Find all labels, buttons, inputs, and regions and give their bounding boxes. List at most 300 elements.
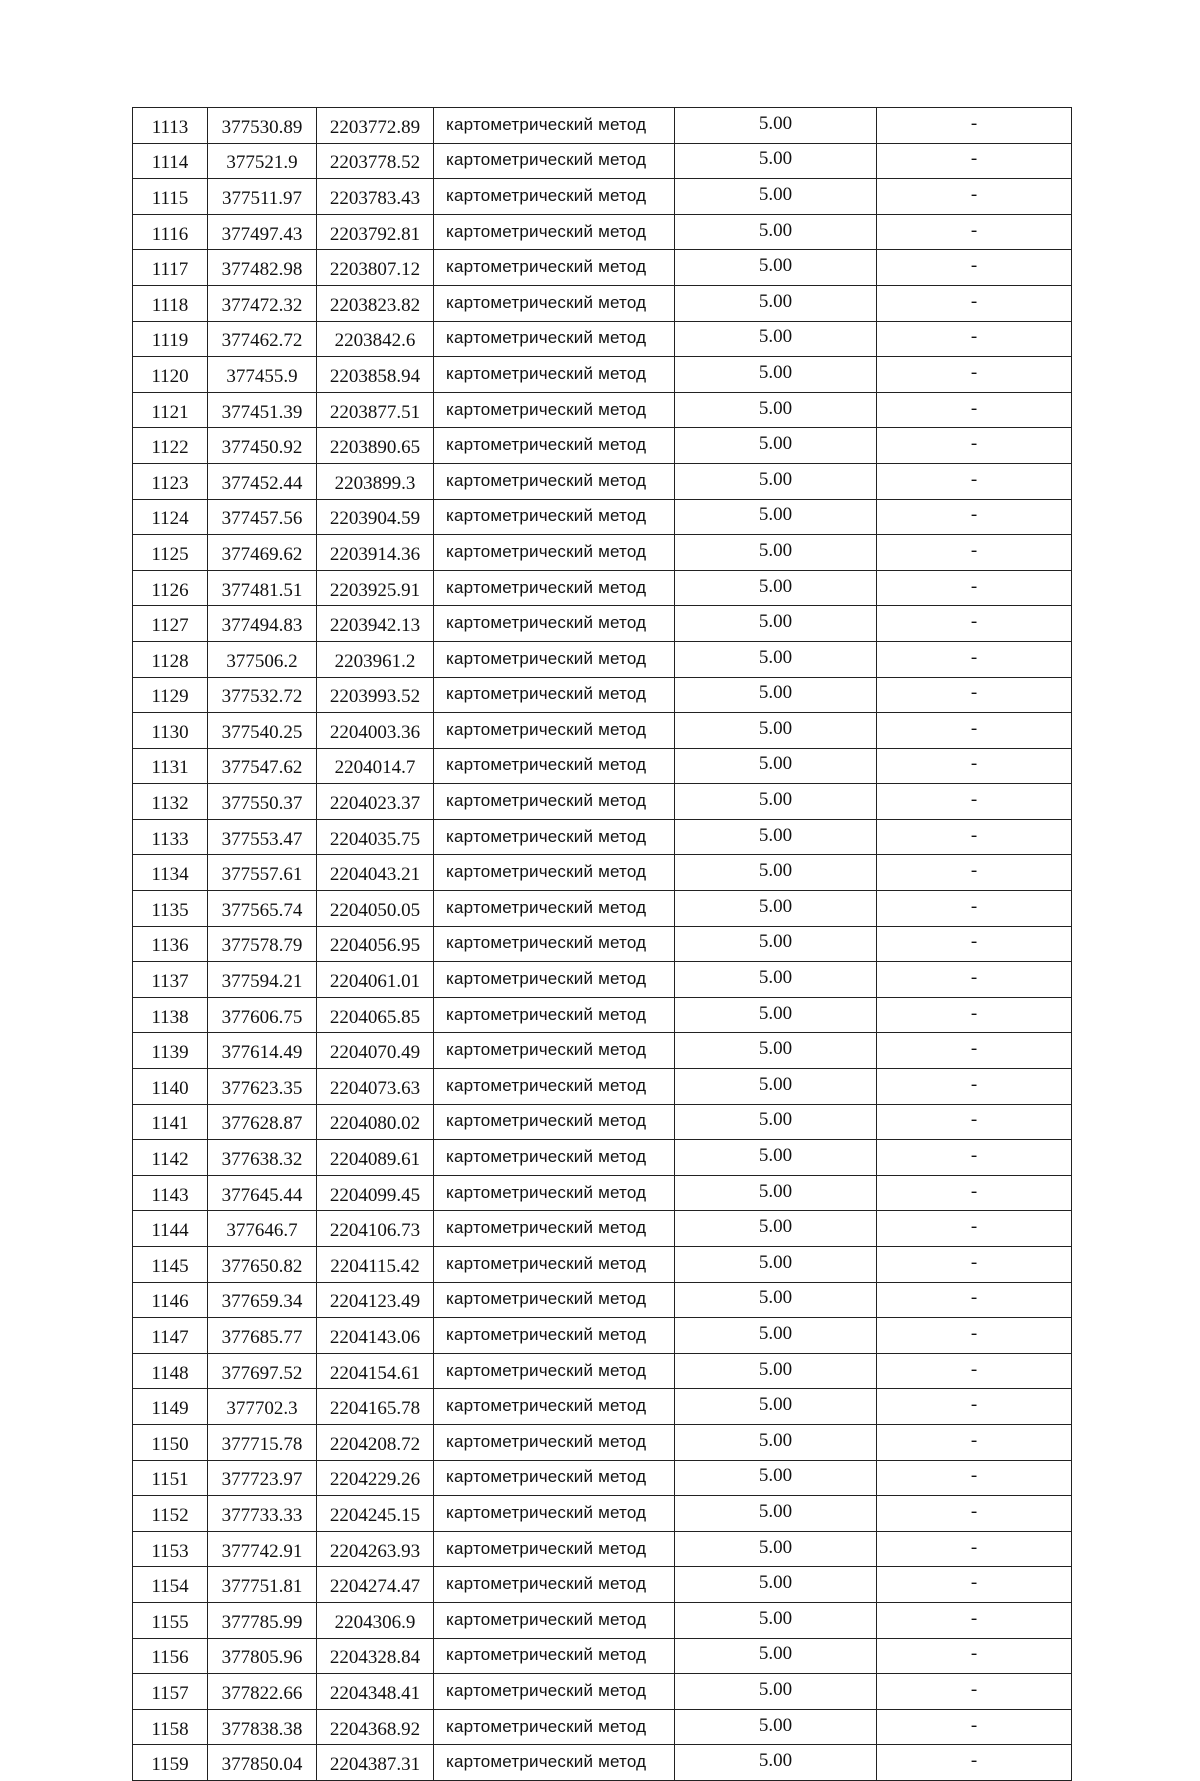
method-cell: картометрический метод	[434, 748, 675, 784]
point-number-cell: 1121	[133, 392, 208, 428]
note-cell: -	[877, 1745, 1072, 1781]
y-coordinate-cell: 2203778.52	[317, 143, 434, 179]
x-coordinate-cell: 377469.62	[208, 535, 317, 571]
table-row	[133, 926, 1072, 962]
method-cell: картометрический метод	[434, 250, 675, 286]
x-coordinate-cell: 377805.96	[208, 1638, 317, 1674]
x-coordinate-cell: 377481.51	[208, 570, 317, 606]
accuracy-cell: 5.00	[675, 357, 877, 393]
method-cell: картометрический метод	[434, 1175, 675, 1211]
point-number-cell: 1129	[133, 677, 208, 713]
method-cell: картометрический метод	[434, 784, 675, 820]
table-row	[133, 1318, 1072, 1354]
y-coordinate-cell: 2204056.95	[317, 926, 434, 962]
y-coordinate-cell: 2203890.65	[317, 428, 434, 464]
table-row	[133, 179, 1072, 215]
point-number-cell: 1144	[133, 1211, 208, 1247]
y-coordinate-cell: 2204123.49	[317, 1282, 434, 1318]
y-coordinate-cell: 2204061.01	[317, 962, 434, 998]
method-cell: картометрический метод	[434, 357, 675, 393]
note-cell: -	[877, 819, 1072, 855]
note-cell: -	[877, 1709, 1072, 1745]
note-cell: -	[877, 1033, 1072, 1069]
x-coordinate-cell: 377785.99	[208, 1602, 317, 1638]
point-number-cell: 1123	[133, 463, 208, 499]
accuracy-cell: 5.00	[675, 1282, 877, 1318]
x-coordinate-cell: 377614.49	[208, 1033, 317, 1069]
table-row	[133, 1104, 1072, 1140]
y-coordinate-cell: 2204368.92	[317, 1709, 434, 1745]
x-coordinate-cell: 377550.37	[208, 784, 317, 820]
point-number-cell: 1116	[133, 214, 208, 250]
note-cell: -	[877, 250, 1072, 286]
note-cell: -	[877, 784, 1072, 820]
accuracy-cell: 5.00	[675, 499, 877, 535]
method-cell: картометрический метод	[434, 891, 675, 927]
x-coordinate-cell: 377606.75	[208, 997, 317, 1033]
table-row	[133, 891, 1072, 927]
x-coordinate-cell: 377733.33	[208, 1496, 317, 1532]
y-coordinate-cell: 2203961.2	[317, 641, 434, 677]
note-cell: -	[877, 1602, 1072, 1638]
x-coordinate-cell: 377646.7	[208, 1211, 317, 1247]
y-coordinate-cell: 2204089.61	[317, 1140, 434, 1176]
y-coordinate-cell: 2203858.94	[317, 357, 434, 393]
y-coordinate-cell: 2204070.49	[317, 1033, 434, 1069]
table-row	[133, 1247, 1072, 1283]
y-coordinate-cell: 2204348.41	[317, 1674, 434, 1710]
y-coordinate-cell: 2204003.36	[317, 713, 434, 749]
accuracy-cell: 5.00	[675, 179, 877, 215]
point-number-cell: 1131	[133, 748, 208, 784]
accuracy-cell: 5.00	[675, 285, 877, 321]
method-cell: картометрический метод	[434, 321, 675, 357]
table-row	[133, 108, 1072, 144]
accuracy-cell: 5.00	[675, 1496, 877, 1532]
method-cell: картометрический метод	[434, 1211, 675, 1247]
y-coordinate-cell: 2203842.6	[317, 321, 434, 357]
note-cell: -	[877, 321, 1072, 357]
y-coordinate-cell: 2204208.72	[317, 1424, 434, 1460]
method-cell: картометрический метод	[434, 1389, 675, 1425]
y-coordinate-cell: 2204165.78	[317, 1389, 434, 1425]
table-row	[133, 677, 1072, 713]
table-row	[133, 997, 1072, 1033]
point-number-cell: 1126	[133, 570, 208, 606]
note-cell: -	[877, 1638, 1072, 1674]
table-row	[133, 819, 1072, 855]
accuracy-cell: 5.00	[675, 1709, 877, 1745]
accuracy-cell: 5.00	[675, 1033, 877, 1069]
point-number-cell: 1117	[133, 250, 208, 286]
table-row	[133, 1140, 1072, 1176]
x-coordinate-cell: 377723.97	[208, 1460, 317, 1496]
method-cell: картометрический метод	[434, 1638, 675, 1674]
accuracy-cell: 5.00	[675, 1140, 877, 1176]
x-coordinate-cell: 377702.3	[208, 1389, 317, 1425]
point-number-cell: 1145	[133, 1247, 208, 1283]
accuracy-cell: 5.00	[675, 819, 877, 855]
method-cell: картометрический метод	[434, 535, 675, 571]
point-number-cell: 1139	[133, 1033, 208, 1069]
accuracy-cell: 5.00	[675, 570, 877, 606]
point-number-cell: 1135	[133, 891, 208, 927]
note-cell: -	[877, 1567, 1072, 1603]
accuracy-cell: 5.00	[675, 1069, 877, 1105]
accuracy-cell: 5.00	[675, 1211, 877, 1247]
y-coordinate-cell: 2204115.42	[317, 1247, 434, 1283]
note-cell: -	[877, 108, 1072, 144]
method-cell: картометрический метод	[434, 1709, 675, 1745]
accuracy-cell: 5.00	[675, 1247, 877, 1283]
y-coordinate-cell: 2204106.73	[317, 1211, 434, 1247]
table-row	[133, 1674, 1072, 1710]
y-coordinate-cell: 2204154.61	[317, 1353, 434, 1389]
method-cell: картометрический метод	[434, 463, 675, 499]
method-cell: картометрический метод	[434, 1282, 675, 1318]
method-cell: картометрический метод	[434, 108, 675, 144]
y-coordinate-cell: 2203899.3	[317, 463, 434, 499]
y-coordinate-cell: 2203914.36	[317, 535, 434, 571]
note-cell: -	[877, 1282, 1072, 1318]
note-cell: -	[877, 713, 1072, 749]
point-number-cell: 1120	[133, 357, 208, 393]
y-coordinate-cell: 2203925.91	[317, 570, 434, 606]
accuracy-cell: 5.00	[675, 428, 877, 464]
y-coordinate-cell: 2204229.26	[317, 1460, 434, 1496]
accuracy-cell: 5.00	[675, 321, 877, 357]
note-cell: -	[877, 143, 1072, 179]
point-number-cell: 1124	[133, 499, 208, 535]
table-row	[133, 1033, 1072, 1069]
note-cell: -	[877, 1353, 1072, 1389]
point-number-cell: 1133	[133, 819, 208, 855]
point-number-cell: 1149	[133, 1389, 208, 1425]
point-number-cell: 1152	[133, 1496, 208, 1532]
point-number-cell: 1143	[133, 1175, 208, 1211]
table-row	[133, 1069, 1072, 1105]
point-number-cell: 1156	[133, 1638, 208, 1674]
table-row	[133, 1602, 1072, 1638]
method-cell: картометрический метод	[434, 1069, 675, 1105]
note-cell: -	[877, 428, 1072, 464]
note-cell: -	[877, 1389, 1072, 1425]
point-number-cell: 1151	[133, 1460, 208, 1496]
point-number-cell: 1125	[133, 535, 208, 571]
note-cell: -	[877, 855, 1072, 891]
point-number-cell: 1141	[133, 1104, 208, 1140]
y-coordinate-cell: 2204274.47	[317, 1567, 434, 1603]
table-row	[133, 357, 1072, 393]
x-coordinate-cell: 377462.72	[208, 321, 317, 357]
table-row	[133, 784, 1072, 820]
point-number-cell: 1136	[133, 926, 208, 962]
method-cell: картометрический метод	[434, 1247, 675, 1283]
x-coordinate-cell: 377645.44	[208, 1175, 317, 1211]
table-row	[133, 250, 1072, 286]
accuracy-cell: 5.00	[675, 784, 877, 820]
x-coordinate-cell: 377540.25	[208, 713, 317, 749]
note-cell: -	[877, 1104, 1072, 1140]
y-coordinate-cell: 2203772.89	[317, 108, 434, 144]
method-cell: картометрический метод	[434, 926, 675, 962]
method-cell: картометрический метод	[434, 855, 675, 891]
method-cell: картометрический метод	[434, 713, 675, 749]
x-coordinate-cell: 377659.34	[208, 1282, 317, 1318]
point-number-cell: 1119	[133, 321, 208, 357]
x-coordinate-cell: 377715.78	[208, 1424, 317, 1460]
accuracy-cell: 5.00	[675, 1460, 877, 1496]
method-cell: картометрический метод	[434, 1567, 675, 1603]
table-row	[133, 606, 1072, 642]
point-number-cell: 1148	[133, 1353, 208, 1389]
table-row	[133, 499, 1072, 535]
x-coordinate-cell: 377697.52	[208, 1353, 317, 1389]
y-coordinate-cell: 2204263.93	[317, 1531, 434, 1567]
method-cell: картометрический метод	[434, 1531, 675, 1567]
note-cell: -	[877, 214, 1072, 250]
point-number-cell: 1127	[133, 606, 208, 642]
x-coordinate-cell: 377497.43	[208, 214, 317, 250]
x-coordinate-cell: 377450.92	[208, 428, 317, 464]
note-cell: -	[877, 1247, 1072, 1283]
note-cell: -	[877, 926, 1072, 962]
y-coordinate-cell: 2204080.02	[317, 1104, 434, 1140]
x-coordinate-cell: 377850.04	[208, 1745, 317, 1781]
x-coordinate-cell: 377482.98	[208, 250, 317, 286]
x-coordinate-cell: 377472.32	[208, 285, 317, 321]
y-coordinate-cell: 2203904.59	[317, 499, 434, 535]
accuracy-cell: 5.00	[675, 1353, 877, 1389]
method-cell: картометрический метод	[434, 819, 675, 855]
point-number-cell: 1142	[133, 1140, 208, 1176]
method-cell: картометрический метод	[434, 641, 675, 677]
table-row	[133, 1638, 1072, 1674]
table-row	[133, 1389, 1072, 1425]
table-row	[133, 748, 1072, 784]
note-cell: -	[877, 499, 1072, 535]
table-row	[133, 392, 1072, 428]
table-row	[133, 855, 1072, 891]
accuracy-cell: 5.00	[675, 1424, 877, 1460]
x-coordinate-cell: 377553.47	[208, 819, 317, 855]
note-cell: -	[877, 891, 1072, 927]
y-coordinate-cell: 2204073.63	[317, 1069, 434, 1105]
x-coordinate-cell: 377521.9	[208, 143, 317, 179]
y-coordinate-cell: 2204043.21	[317, 855, 434, 891]
y-coordinate-cell: 2204099.45	[317, 1175, 434, 1211]
method-cell: картометрический метод	[434, 1602, 675, 1638]
table-row	[133, 428, 1072, 464]
point-number-cell: 1134	[133, 855, 208, 891]
x-coordinate-cell: 377530.89	[208, 108, 317, 144]
accuracy-cell: 5.00	[675, 855, 877, 891]
method-cell: картометрический метод	[434, 1140, 675, 1176]
method-cell: картометрический метод	[434, 1745, 675, 1781]
y-coordinate-cell: 2204328.84	[317, 1638, 434, 1674]
method-cell: картометрический метод	[434, 677, 675, 713]
note-cell: -	[877, 1531, 1072, 1567]
accuracy-cell: 5.00	[675, 535, 877, 571]
x-coordinate-cell: 377751.81	[208, 1567, 317, 1603]
note-cell: -	[877, 1069, 1072, 1105]
method-cell: картометрический метод	[434, 499, 675, 535]
point-number-cell: 1159	[133, 1745, 208, 1781]
point-number-cell: 1158	[133, 1709, 208, 1745]
note-cell: -	[877, 1460, 1072, 1496]
coordinates-table-body	[133, 108, 1072, 1781]
table-row	[133, 1211, 1072, 1247]
point-number-cell: 1130	[133, 713, 208, 749]
table-row	[133, 713, 1072, 749]
point-number-cell: 1147	[133, 1318, 208, 1354]
table-row	[133, 285, 1072, 321]
accuracy-cell: 5.00	[675, 108, 877, 144]
y-coordinate-cell: 2203792.81	[317, 214, 434, 250]
x-coordinate-cell: 377557.61	[208, 855, 317, 891]
table-row	[133, 1709, 1072, 1745]
y-coordinate-cell: 2203823.82	[317, 285, 434, 321]
point-number-cell: 1146	[133, 1282, 208, 1318]
method-cell: картометрический метод	[434, 962, 675, 998]
method-cell: картометрический метод	[434, 179, 675, 215]
y-coordinate-cell: 2204014.7	[317, 748, 434, 784]
point-number-cell: 1137	[133, 962, 208, 998]
table-row	[133, 143, 1072, 179]
accuracy-cell: 5.00	[675, 1175, 877, 1211]
note-cell: -	[877, 1175, 1072, 1211]
point-number-cell: 1118	[133, 285, 208, 321]
x-coordinate-cell: 377565.74	[208, 891, 317, 927]
x-coordinate-cell: 377494.83	[208, 606, 317, 642]
note-cell: -	[877, 1424, 1072, 1460]
method-cell: картометрический метод	[434, 143, 675, 179]
point-number-cell: 1150	[133, 1424, 208, 1460]
accuracy-cell: 5.00	[675, 891, 877, 927]
note-cell: -	[877, 463, 1072, 499]
table-row	[133, 962, 1072, 998]
accuracy-cell: 5.00	[675, 143, 877, 179]
table-row	[133, 1567, 1072, 1603]
accuracy-cell: 5.00	[675, 463, 877, 499]
method-cell: картометрический метод	[434, 1496, 675, 1532]
note-cell: -	[877, 392, 1072, 428]
note-cell: -	[877, 677, 1072, 713]
accuracy-cell: 5.00	[675, 1531, 877, 1567]
table-row	[133, 1531, 1072, 1567]
accuracy-cell: 5.00	[675, 641, 877, 677]
method-cell: картометрический метод	[434, 1318, 675, 1354]
x-coordinate-cell: 377623.35	[208, 1069, 317, 1105]
method-cell: картометрический метод	[434, 1033, 675, 1069]
note-cell: -	[877, 1140, 1072, 1176]
note-cell: -	[877, 748, 1072, 784]
accuracy-cell: 5.00	[675, 1745, 877, 1781]
y-coordinate-cell: 2204023.37	[317, 784, 434, 820]
table-row	[133, 1460, 1072, 1496]
table-row	[133, 1282, 1072, 1318]
x-coordinate-cell: 377451.39	[208, 392, 317, 428]
method-cell: картометрический метод	[434, 1460, 675, 1496]
x-coordinate-cell: 377578.79	[208, 926, 317, 962]
table-row	[133, 1353, 1072, 1389]
y-coordinate-cell: 2204143.06	[317, 1318, 434, 1354]
y-coordinate-cell: 2203877.51	[317, 392, 434, 428]
accuracy-cell: 5.00	[675, 962, 877, 998]
note-cell: -	[877, 641, 1072, 677]
point-number-cell: 1115	[133, 179, 208, 215]
note-cell: -	[877, 1496, 1072, 1532]
accuracy-cell: 5.00	[675, 1602, 877, 1638]
method-cell: картометрический метод	[434, 428, 675, 464]
y-coordinate-cell: 2204306.9	[317, 1602, 434, 1638]
accuracy-cell: 5.00	[675, 677, 877, 713]
note-cell: -	[877, 1211, 1072, 1247]
x-coordinate-cell: 377532.72	[208, 677, 317, 713]
accuracy-cell: 5.00	[675, 1638, 877, 1674]
note-cell: -	[877, 997, 1072, 1033]
accuracy-cell: 5.00	[675, 713, 877, 749]
point-number-cell: 1154	[133, 1567, 208, 1603]
x-coordinate-cell: 377594.21	[208, 962, 317, 998]
y-coordinate-cell: 2204245.15	[317, 1496, 434, 1532]
note-cell: -	[877, 962, 1072, 998]
note-cell: -	[877, 179, 1072, 215]
point-number-cell: 1128	[133, 641, 208, 677]
x-coordinate-cell: 377638.32	[208, 1140, 317, 1176]
point-number-cell: 1132	[133, 784, 208, 820]
table-row	[133, 535, 1072, 571]
method-cell: картометрический метод	[434, 285, 675, 321]
x-coordinate-cell: 377742.91	[208, 1531, 317, 1567]
accuracy-cell: 5.00	[675, 1318, 877, 1354]
accuracy-cell: 5.00	[675, 926, 877, 962]
method-cell: картометрический метод	[434, 1104, 675, 1140]
y-coordinate-cell: 2204050.05	[317, 891, 434, 927]
table-row	[133, 1745, 1072, 1781]
y-coordinate-cell: 2204387.31	[317, 1745, 434, 1781]
note-cell: -	[877, 535, 1072, 571]
accuracy-cell: 5.00	[675, 748, 877, 784]
method-cell: картометрический метод	[434, 214, 675, 250]
accuracy-cell: 5.00	[675, 250, 877, 286]
method-cell: картометрический метод	[434, 1674, 675, 1710]
y-coordinate-cell: 2203807.12	[317, 250, 434, 286]
x-coordinate-cell: 377547.62	[208, 748, 317, 784]
note-cell: -	[877, 285, 1072, 321]
method-cell: картометрический метод	[434, 606, 675, 642]
accuracy-cell: 5.00	[675, 392, 877, 428]
x-coordinate-cell: 377628.87	[208, 1104, 317, 1140]
x-coordinate-cell: 377838.38	[208, 1709, 317, 1745]
accuracy-cell: 5.00	[675, 1389, 877, 1425]
x-coordinate-cell: 377511.97	[208, 179, 317, 215]
method-cell: картометрический метод	[434, 1424, 675, 1460]
table-row	[133, 1496, 1072, 1532]
x-coordinate-cell: 377685.77	[208, 1318, 317, 1354]
y-coordinate-cell: 2204035.75	[317, 819, 434, 855]
accuracy-cell: 5.00	[675, 1674, 877, 1710]
point-number-cell: 1122	[133, 428, 208, 464]
y-coordinate-cell: 2204065.85	[317, 997, 434, 1033]
method-cell: картометрический метод	[434, 392, 675, 428]
table-row	[133, 570, 1072, 606]
y-coordinate-cell: 2203783.43	[317, 179, 434, 215]
table-row	[133, 641, 1072, 677]
x-coordinate-cell: 377455.9	[208, 357, 317, 393]
note-cell: -	[877, 357, 1072, 393]
point-number-cell: 1113	[133, 108, 208, 144]
